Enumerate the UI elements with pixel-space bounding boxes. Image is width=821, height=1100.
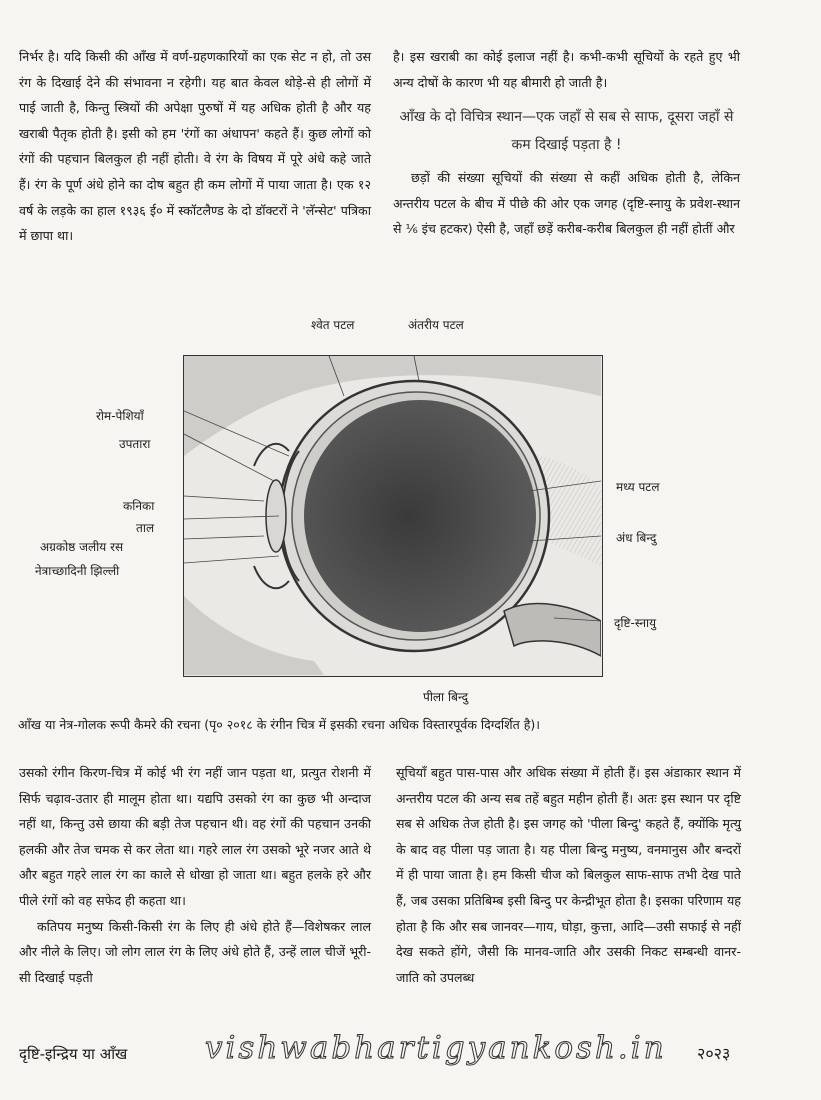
label-retina: अंतरीय पटल — [408, 318, 464, 332]
body-paragraph: सूचियाँ बहुत पास-पास और अधिक संख्या में होती हैं। इस अंडाकार स्थान में अन्तरीय पटल की अन्य सब तहें बहुत महीन होती हैं। अतः इस स्थान पर दृष्टि सब से अधिक तेज होती है। इस जगह को 'पीला बिन्दु' कहते हैं, क्योंकि मृत्यु के बाद वह पीला पड़ जाता है। यह पीला बिन्दु मनुष्य, वनमानुस और बन्दरों में ही पाया जाता है। हम किसी चीज को बिलकुल साफ-साफ तभी देख पाते हैं, जब उसका प्रतिबिम्ब इसी बिन्दु पर केन्द्रीभूत होता है। इसका परिणाम यह होता है कि और सब जानवर—गाय, घोड़ा, कुत्ता, आदि—उसी सफाई से नहीं देख सकते होंगे, जैसी कि मानव-जाति और उसकी निकट सम्बन्धी वानर-जाति को उपलब्ध — [396, 765, 741, 985]
watermark: vishwabhartigyankosh.in — [205, 1030, 667, 1066]
figure-caption: आँख या नेत्र-गोलक रूपी कैमरे की रचना (पृ० २०१८ के रंगीन चित्र में इसकी रचना अधिक विस्तारपूर्वक दिग्दर्शित है)। — [18, 717, 540, 732]
eye-diagram — [183, 355, 603, 677]
running-footer-title: दृष्टि-इन्द्रिय या आँख — [19, 1045, 128, 1063]
label-ciliary-muscles: रोम-पेशियाँ — [96, 409, 144, 423]
label-cornea: कनिका — [123, 499, 155, 513]
body-paragraph: उसको रंगीन किरण-चित्र में कोई भी रंग नहीं जान पड़ता था, प्रत्युत रोशनी में सिर्फ चढ़ाव-उतार ही मालूम होता था। यद्यपि उसको रंग का कुछ भी अन्दाज नहीं था, किन्तु उसे छाया की बड़ी तेज पहचान थी। वह रंगों की पहचान उनकी हलकी और तेज चमक से कर लेता था। गहरे लाल रंग उसको भूरे नजर आते थे और बहुत गहरे लाल रंग का काले से धोखा हो जाता था। बहुत हलके हरे और पीले रंगों को वह सफेद ही कहता था। — [19, 765, 371, 908]
label-sclera: श्वेत पटल — [311, 318, 355, 332]
label-conjunctiva: नेत्राच्छादिनी झिल्ली — [35, 564, 120, 578]
body-paragraph: है। इस खराबी का कोई इलाज नहीं है। कभी-कभी सूचियों के रहते हुए भी अन्य दोषों के कारण भी यह बीमारी हो जाती है। — [393, 49, 740, 90]
label-lens: ताल — [136, 521, 155, 535]
bottom-right-column — [396, 760, 741, 990]
label-optic-nerve: दृष्टि-स्नायु — [614, 616, 657, 630]
label-iris: उपतारा — [119, 437, 151, 451]
label-choroid: मध्य पटल — [616, 480, 660, 494]
label-blind-spot: अंध बिन्दु — [616, 531, 657, 545]
body-paragraph: छड़ों की संख्या सूचियों की संख्या से कहीं अधिक होती है, लेकिन अन्तरीय पटल के बीच में पीछे की ओर एक जगह (दृष्टि-स्नायु के प्रवेश-स्थान से ⅙ इंच हटकर) ऐसी है, जहाँ छड़ें करीब-करीब बिलकुल ही नहीं होतीं और — [393, 170, 740, 237]
bottom-left-column — [19, 760, 371, 990]
label-aqueous-humor: अग्रकोष्ठ जलीय रस — [40, 540, 124, 554]
pull-quote: आँख के दो विचित्र स्थान—एक जहाँ से सब से साफ, दूसरा जहाँ से कम दिखाई पड़ता है ! — [399, 109, 734, 154]
label-yellow-spot: पीला बिन्दु — [423, 690, 469, 704]
eye-cross-section-illustration — [184, 356, 601, 675]
body-paragraph: कतिपय मनुष्य किसी-किसी रंग के लिए ही अंधे होते हैं—विशेषकर लाल और नीले के लिए। जो लोग लाल रंग के लिए अंधे होते हैं, उन्हें लाल चीजें भूरी-सी दिखाई पड़ती — [19, 918, 371, 985]
top-left-column — [19, 44, 371, 249]
body-paragraph: निर्भर है। यदि किसी की आँख में वर्ण-ग्रहणकारियों का एक सेट न हो, तो उस रंग के दिखाई देने की संभावना न रहेगी। यह बात केवल थोड़े-से ही लोगों में पाई जाती है, किन्तु स्त्रियों की अपेक्षा पुरुषों में यह अधिक होती है और यह खराबी पैतृक होती है। इसी को हम 'रंगों का अंधापन' कहते हैं। कुछ लोगों को रंगों की पहचान बिलकुल ही नहीं होती। वे रंग के विषय में पूरे अंधे कहे जाते हैं। रंग के पूर्ण अंधे होने का दोष बहुत ही कम लोगों में पाया जाता है। एक १२ वर्ष के लड़के का हाल १९३६ ई० में स्कॉटलैण्ड के दो डॉक्टरों ने 'लॅन्सेट' पत्रिका में छापा था। — [19, 49, 371, 244]
page-number: २०२३ — [697, 1044, 731, 1063]
top-right-column — [393, 44, 740, 242]
